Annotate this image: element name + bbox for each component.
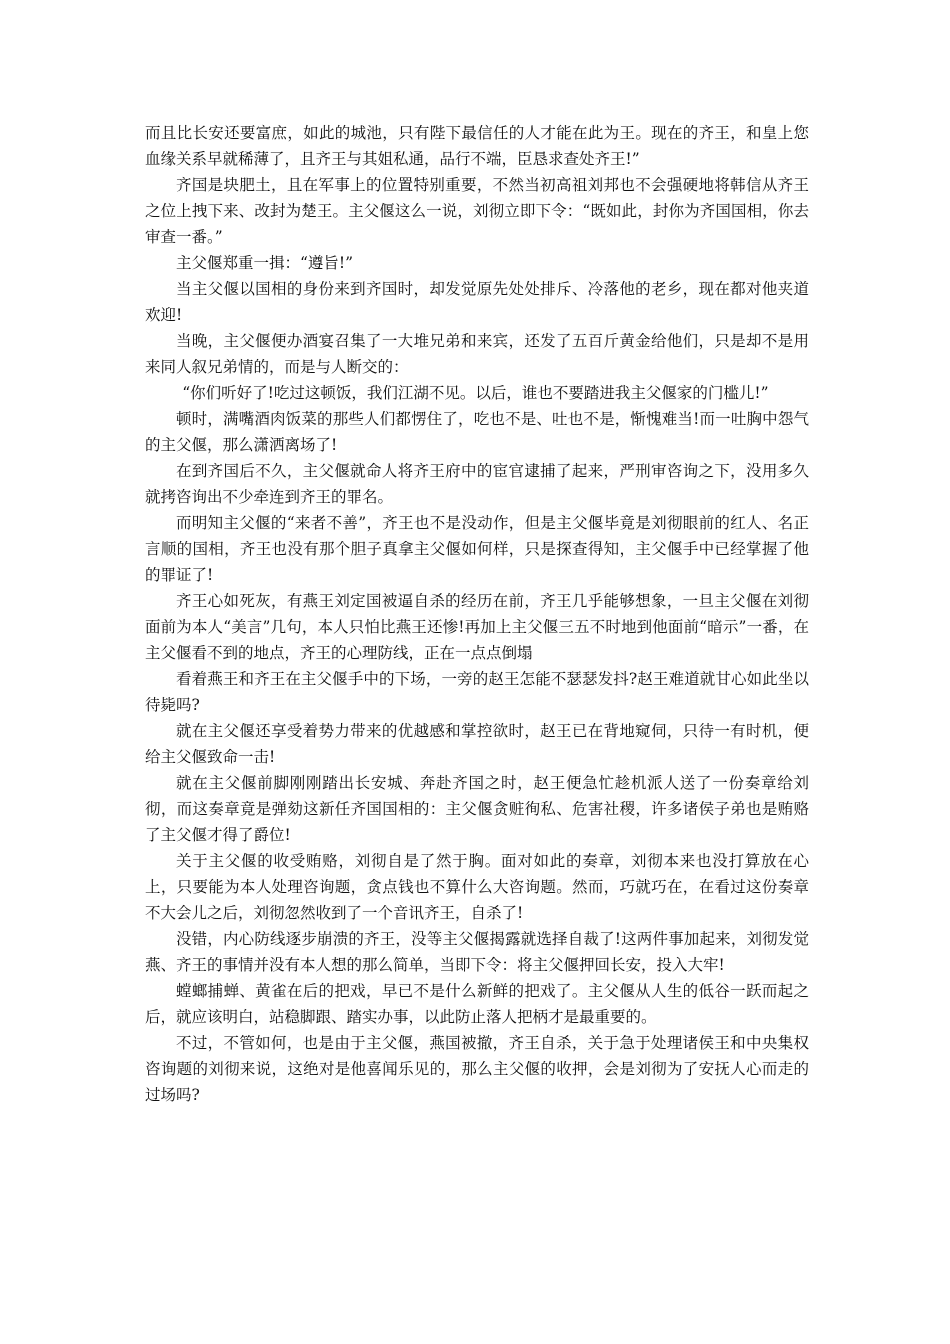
document-body xyxy=(145,120,809,1108)
paragraph: 而且比长安还要富庶，如此的城池，只有陛下最信任的人才能在此为王。现在的齐王，和皇上您血缘关系早就稀薄了，且齐王与其姐私通，品行不端，臣恳求查处齐王!” xyxy=(145,124,809,168)
paragraph: 就在主父偃还享受着势力带来的优越感和掌控欲时，赵王已在背地窥伺，只待一有时机，便给主父偃致命一击! xyxy=(145,722,809,766)
paragraph: 主父偃郑重一揖：“遵旨!” xyxy=(176,254,354,272)
paragraph: 齐国是块肥土，且在军事上的位置特别重要，不然当初高祖刘邦也不会强硬地将韩信从齐王之位上拽下来、改封为楚王。主父偃这么一说，刘彻立即下令：“既如此，封你为齐国国相，你去审查一番。” xyxy=(145,176,809,246)
paragraph: 在到齐国后不久，主父偃就命人将齐王府中的宦官逮捕了起来，严刑审咨询之下，没用多久就拷咨询出不少牵连到齐王的罪名。 xyxy=(145,462,809,506)
paragraph: 顿时，满嘴酒肉饭菜的那些人们都愣住了，吃也不是、吐也不是，惭愧难当!而一吐胸中怨气的主父偃，那么潇洒离场了! xyxy=(145,410,809,454)
paragraph: 就在主父偃前脚刚刚踏出长安城、奔赴齐国之时，赵王便急忙趁机派人送了一份奏章给刘彻，而这奏章竟是弹劾这新任齐国国相的：主父偃贪赃徇私、危害社稷，许多诸侯子弟也是贿赂了主父偃才得了爵位! xyxy=(145,774,809,844)
paragraph: 当晚，主父偃便办酒宴召集了一大堆兄弟和来宾，还发了五百斤黄金给他们，只是却不是用来同人叙兄弟情的，而是与人断交的： xyxy=(145,332,809,376)
paragraph: 当主父偃以国相的身份来到齐国时，却发觉原先处处排斥、冷落他的老乡，现在都对他夹道欢迎! xyxy=(145,280,809,324)
paragraph-quote: “你们听好了!吃过这顿饭，我们江湖不见。以后，谁也不要踏进我主父偃家的门槛儿!” xyxy=(182,384,769,402)
paragraph: 没错，内心防线逐步崩溃的齐王，没等主父偃揭露就选择自裁了!这两件事加起来，刘彻发觉燕、齐王的事情并没有本人想的那么简单，当即下令：将主父偃押回长安，投入大牢! xyxy=(145,930,809,974)
paragraph: 不过，不管如何，也是由于主父偃，燕国被撤，齐王自杀，关于急于处理诸侯王和中央集权咨询题的刘彻来说，这绝对是他喜闻乐见的，那么主父偃的收押，会是刘彻为了安抚人心而走的过场吗? xyxy=(145,1034,809,1104)
paragraph: 看着燕王和齐王在主父偃手中的下场，一旁的赵王怎能不瑟瑟发抖?赵王难道就甘心如此坐以待毙吗? xyxy=(145,670,809,714)
paragraph: 螳螂捕蝉、黄雀在后的把戏，早已不是什么新鲜的把戏了。主父偃从人生的低谷一跃而起之后，就应该明白，站稳脚跟、踏实办事，以此防止落人把柄才是最重要的。 xyxy=(145,982,809,1026)
paragraph: 关于主父偃的收受贿赂，刘彻自是了然于胸。面对如此的奏章，刘彻本来也没打算放在心上，只要能为本人处理咨询题，贪点钱也不算什么大咨询题。然而，巧就巧在，在看过这份奏章不大会儿之后，刘彻忽然收到了一个音讯齐王，自杀了! xyxy=(145,852,809,922)
paragraph: 而明知主父偃的“来者不善”，齐王也不是没动作，但是主父偃毕竟是刘彻眼前的红人、名正言顺的国相，齐王也没有那个胆子真拿主父偃如何样，只是探查得知，主父偃手中已经掌握了他的罪证了! xyxy=(145,514,809,584)
paragraph: 齐王心如死灰，有燕王刘定国被逼自杀的经历在前，齐王几乎能够想象，一旦主父偃在刘彻面前为本人“美言”几句，本人只怕比燕王还惨!再加上主父偃三五不时地到他面前“暗示”一番，在主父偃看不到的地点，齐王的心理防线，正在一点点倒塌 xyxy=(145,592,809,662)
